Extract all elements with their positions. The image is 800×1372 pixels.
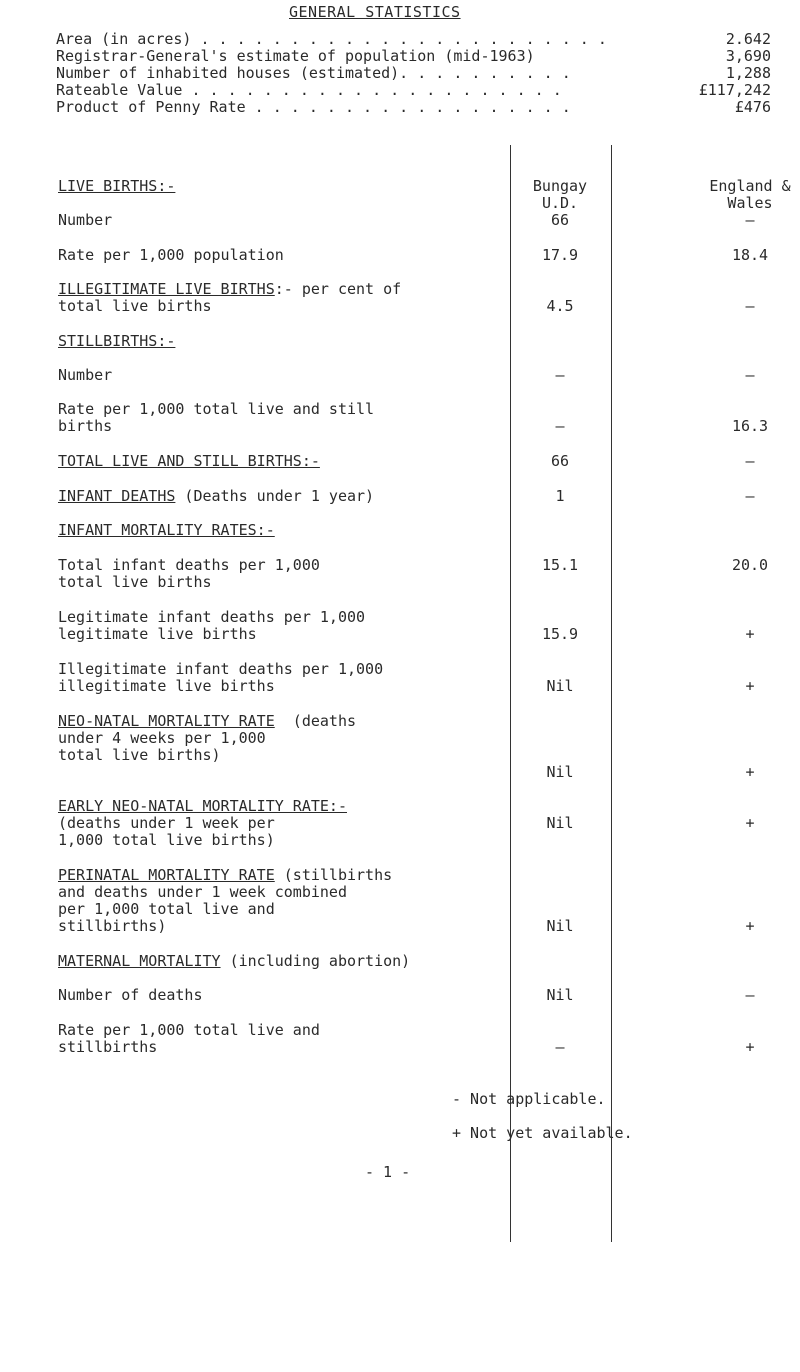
- row-label-continued: legitimate live births: [58, 625, 257, 643]
- england-value: —: [745, 986, 755, 1004]
- stat-label: Number of inhabited houses (estimated). . . . . . . . . .: [56, 64, 571, 82]
- section-heading-live-births: LIVE BIRTHS:-: [58, 177, 176, 195]
- stat-row-population: [56, 48, 771, 65]
- stat-label: Area (in acres) . . . . . . . . . . . . . . . . . . . . . . .: [56, 30, 607, 48]
- row-label-continued: (deaths under 1 week per: [58, 814, 275, 832]
- row-label: Total infant deaths per 1,000: [58, 556, 320, 574]
- england-value: 20.0: [731, 556, 769, 574]
- england-value: —: [745, 366, 755, 384]
- row-label-continued: births: [58, 417, 113, 435]
- column-header-england-wales: England & Wales: [709, 177, 791, 212]
- column-rule: [611, 145, 612, 1242]
- row-label-continued: total live births: [58, 573, 212, 591]
- section-heading-infant-mortality: INFANT MORTALITY RATES:-: [58, 521, 275, 539]
- heading-suffix: (stillbirths: [274, 866, 393, 884]
- section-heading-illegitimate-births: [58, 281, 401, 298]
- section-heading-perinatal: [58, 867, 392, 884]
- bungay-value: Nil: [546, 677, 574, 695]
- england-value: +: [745, 625, 755, 643]
- section-heading-total-births: TOTAL LIVE AND STILL BIRTHS:-: [58, 452, 320, 470]
- heading-suffix: :- per cent of: [274, 280, 402, 298]
- row-label-continued: per 1,000 total live and: [58, 900, 275, 918]
- section-heading-maternal-mortality: [58, 953, 410, 970]
- england-value: —: [745, 297, 755, 315]
- row-label-continued: total live births): [58, 746, 221, 764]
- page-number: - 1 -: [365, 1163, 411, 1181]
- england-value: —: [745, 487, 755, 505]
- bungay-value: Nil: [546, 986, 574, 1004]
- row-label: Number: [58, 366, 113, 384]
- stat-value: £476: [734, 98, 771, 116]
- bungay-value: Nil: [546, 814, 574, 832]
- row-label-continued: illegitimate live births: [58, 677, 275, 695]
- row-label: Illegitimate infant deaths per 1,000: [58, 660, 384, 678]
- bungay-value: 1: [555, 487, 565, 505]
- section-heading-early-neo-natal: EARLY NEO-NATAL MORTALITY RATE:-: [58, 797, 347, 815]
- section-heading-stillbirths: STILLBIRTHS:-: [58, 332, 176, 350]
- row-label: Rate per 1,000 population: [58, 246, 284, 264]
- stat-label: Rateable Value . . . . . . . . . . . . . . . . . . . . .: [56, 81, 562, 99]
- row-label-continued: stillbirths: [58, 1038, 158, 1056]
- heading-text: NEO-NATAL MORTALITY RATE: [58, 712, 275, 730]
- bungay-value: —: [555, 417, 565, 435]
- stat-label: Registrar-General's estimate of population (mid-1963): [56, 47, 535, 65]
- bungay-value: 4.5: [546, 297, 574, 315]
- england-value: +: [745, 677, 755, 695]
- england-value: +: [745, 814, 755, 832]
- stat-row-rateable-value: [56, 82, 771, 99]
- row-label-continued: and deaths under 1 week combined: [58, 883, 347, 901]
- section-heading-infant-deaths: [58, 488, 374, 505]
- heading-suffix: (deaths: [274, 712, 357, 730]
- bungay-value: —: [555, 1038, 565, 1056]
- bungay-value: 66: [550, 452, 570, 470]
- row-label: Legitimate infant deaths per 1,000: [58, 608, 366, 626]
- heading-suffix: (Deaths under 1 year): [175, 487, 375, 505]
- heading-suffix: (including abortion): [220, 952, 411, 970]
- row-label-continued: total live births: [58, 297, 212, 315]
- england-value: 18.4: [731, 246, 769, 264]
- heading-text: MATERNAL MORTALITY: [58, 952, 221, 970]
- row-label-continued: 1,000 total live births): [58, 831, 275, 849]
- england-value: +: [745, 1038, 755, 1056]
- row-label-continued: under 4 weeks per 1,000: [58, 729, 266, 747]
- bungay-value: Nil: [546, 917, 574, 935]
- row-label-continued: stillbirths): [58, 917, 167, 935]
- bungay-value: 17.9: [541, 246, 579, 264]
- heading-text: PERINATAL MORTALITY RATE: [58, 866, 275, 884]
- bungay-value: 66: [550, 211, 570, 229]
- row-label: Number of deaths: [58, 986, 203, 1004]
- row-label: Number: [58, 211, 113, 229]
- stat-value: £117,242: [698, 81, 771, 99]
- england-value: +: [745, 917, 755, 935]
- england-value: —: [745, 452, 755, 470]
- heading-text: INFANT DEATHS: [58, 487, 176, 505]
- stat-value: 1,288: [725, 64, 771, 82]
- heading-text: ILLEGITIMATE LIVE BIRTHS: [58, 280, 275, 298]
- bungay-value: Nil: [546, 763, 574, 781]
- stat-value: 3,690: [725, 47, 771, 65]
- row-label: Rate per 1,000 total live and still: [58, 400, 375, 418]
- bungay-value: 15.9: [541, 625, 579, 643]
- row-label: Rate per 1,000 total live and: [58, 1021, 320, 1039]
- footnote-not-applicable: - Not applicable.: [452, 1090, 606, 1108]
- section-heading-neo-natal: [58, 713, 356, 730]
- bungay-value: —: [555, 366, 565, 384]
- stat-value: 2.642: [725, 30, 771, 48]
- england-value: +: [745, 763, 755, 781]
- stat-row-houses: [56, 65, 771, 82]
- page-title: GENERAL STATISTICS: [289, 3, 461, 21]
- bungay-value: 15.1: [541, 556, 579, 574]
- stat-row-penny-rate: [56, 99, 771, 116]
- england-value: 16.3: [731, 417, 769, 435]
- column-header-bungay: Bungay U.D.: [532, 177, 588, 212]
- england-value: —: [745, 211, 755, 229]
- stat-row-area: [56, 31, 771, 48]
- footnote-not-available: + Not yet available.: [452, 1124, 633, 1142]
- stat-label: Product of Penny Rate . . . . . . . . . . . . . . . . . .: [56, 98, 571, 116]
